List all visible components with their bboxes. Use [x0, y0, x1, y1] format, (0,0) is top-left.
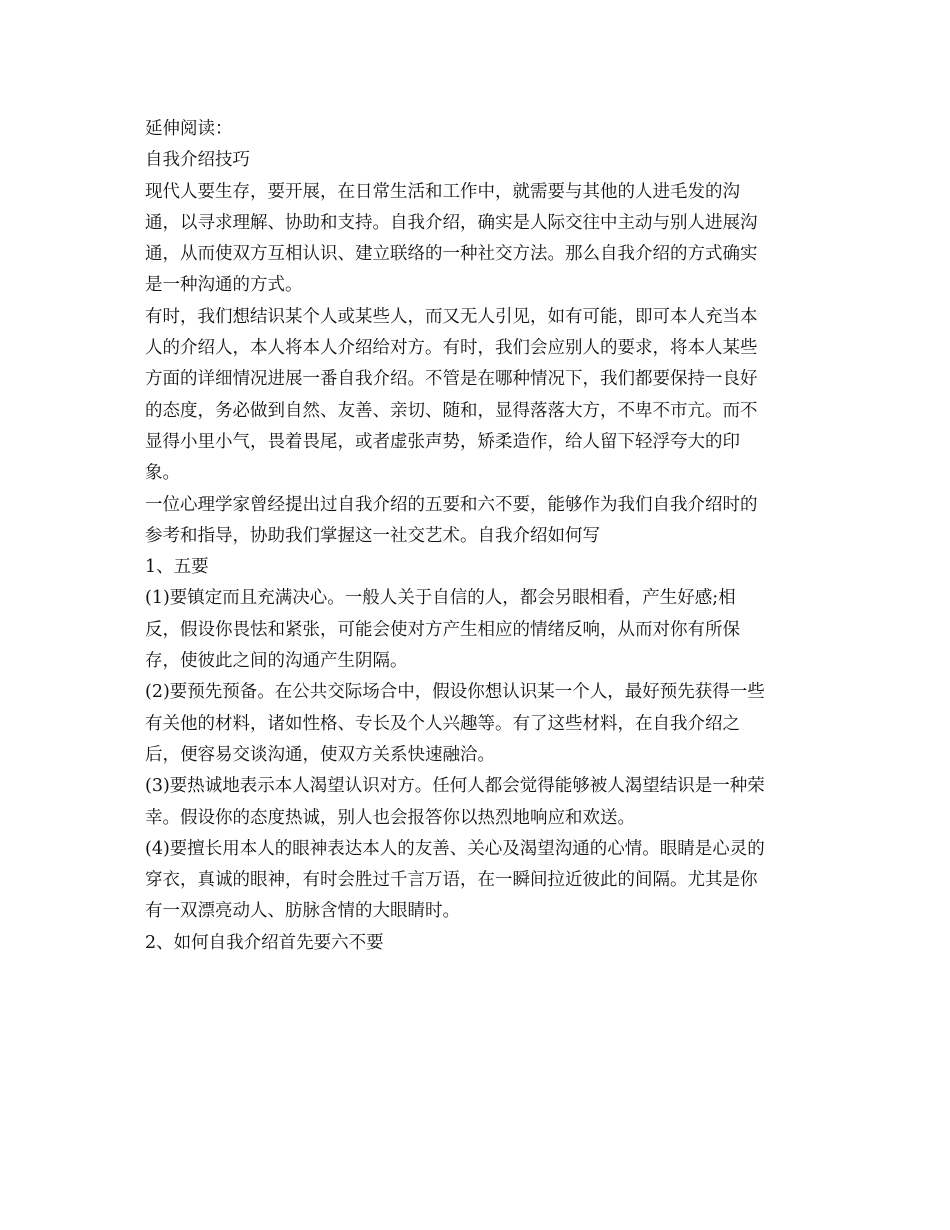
list-item-line: 有关他的材料，诸如性格、专长及个人兴趣等。有了这些材料，在自我介绍之 — [145, 713, 740, 734]
paragraph-line: 显得小里小气，畏着畏尾，或者虚张声势，矫柔造作，给人留下轻浮夸大的印 — [145, 431, 740, 452]
list-item-line: 后，便容易交谈沟通，使双方关系快速融洽。 — [145, 744, 495, 765]
paragraph-line: 的态度，务必做到自然、友善、亲切、随和，显得落落大方，不卑不市亢。而不 — [145, 400, 758, 421]
paragraph-line: 有时，我们想结识某个人或某些人，而又无人引见，如有可能，即可本人充当本 — [145, 306, 758, 327]
heading-self-intro-tips: 自我介绍技巧 — [145, 150, 250, 171]
heading-extended-reading: 延伸阅读： — [145, 119, 233, 139]
list-item-line: 穿衣，真诚的眼神，有时会胜过千言万语，在一瞬间拉近彼此的间隔。尤其是你 — [145, 870, 758, 891]
list-item-line: 幸。假设你的态度热诚，别人也会报答你以热烈地响应和欢送。 — [145, 807, 635, 828]
paragraph-line: 象。 — [145, 463, 180, 484]
paragraph-line: 现代人要生存，要开展，在日常生活和工作中，就需要与其他的人进毛发的沟 — [145, 181, 740, 202]
section-heading-six-donts: 2、如何自我介绍首先要六不要 — [145, 932, 384, 953]
list-item-line: 存，使彼此之间的沟通产生阴隔。 — [145, 651, 408, 672]
list-item-line: (4)要擅长用本人的眼神表达本人的友善、关心及渴望沟通的心情。眼睛是心灵的 — [145, 838, 765, 859]
list-item-line: (3)要热诚地表示本人渴望认识对方。任何人都会觉得能够被人渴望结识是一种荣 — [145, 776, 765, 797]
list-item-line: 反，假设你畏怯和紧张，可能会使对方产生相应的情绪反响，从而对你有所保 — [145, 619, 740, 640]
paragraph-line: 通，从而使双方互相认识、建立联络的一种社交方法。那么自我介绍的方式确实 — [145, 244, 758, 265]
paragraph-line: 人的介绍人，本人将本人介绍给对方。有时，我们会应别人的要求，将本人某些 — [145, 338, 758, 359]
list-item-line: 有一双漂亮动人、肪脉含情的大眼睛时。 — [145, 901, 460, 922]
paragraph-line: 方面的详细情况进展一番自我介绍。不管是在哪种情况下，我们都要保持一良好 — [145, 369, 758, 390]
paragraph-line: 一位心理学家曾经提出过自我介绍的五要和六不要，能够作为我们自我介绍时的 — [145, 494, 758, 515]
document-body — [145, 114, 810, 959]
paragraph-line: 是一种沟通的方式。 — [145, 275, 303, 296]
paragraph-line: 参考和指导，协助我们掌握这一社交艺术。自我介绍如何写 — [145, 525, 600, 546]
list-item-line: (1)要镇定而且充满决心。一般人关于自信的人，都会另眼相看，产生好感;相 — [145, 588, 736, 609]
section-heading-five-dos: 1、五要 — [145, 557, 209, 578]
paragraph-line: 通，以寻求理解、协助和支持。自我介绍，确实是人际交往中主动与别人进展沟 — [145, 212, 758, 233]
list-item-line: (2)要预先预备。在公共交际场合中，假设你想认识某一个人，最好预先获得一些 — [145, 682, 765, 703]
